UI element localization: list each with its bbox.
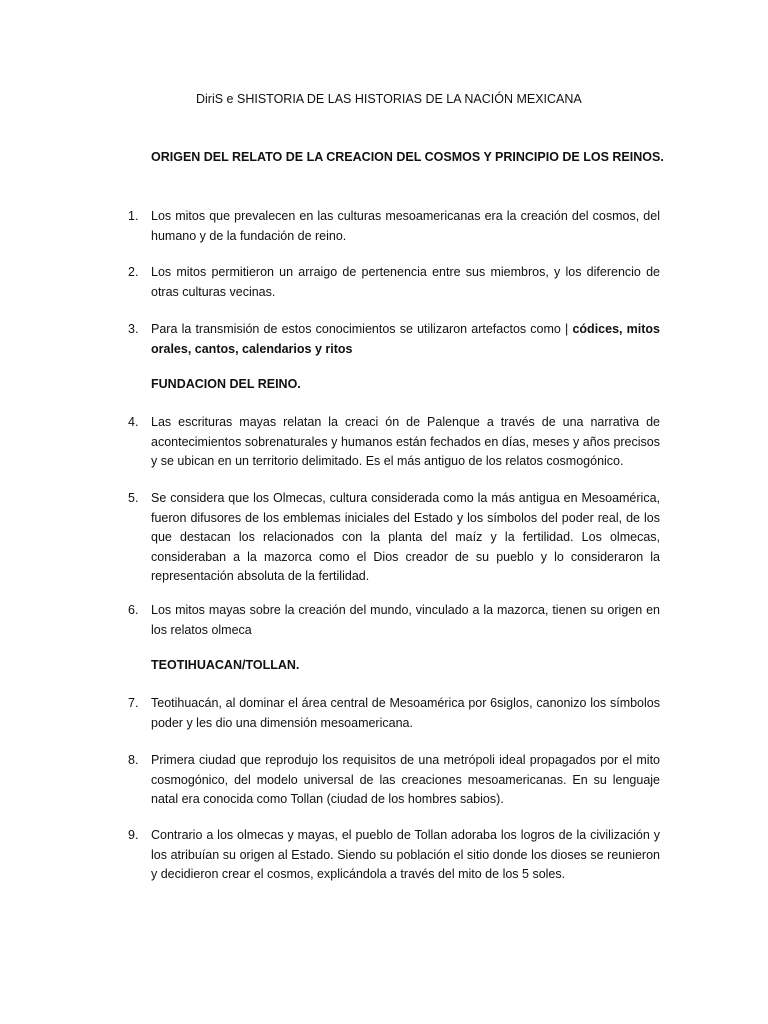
list-item-text: Teotihuacán, al dominar el área central de Mesoamérica por 6siglos, canonizo los símbolos poder y les dio una dimensión mesoamericana.	[151, 696, 660, 730]
section-heading-teotihuacan: TEOTIHUACAN/TOLLAN.	[151, 658, 300, 672]
list-item-number: 4.	[128, 415, 139, 429]
list-item	[128, 601, 660, 640]
list-item-text: Los mitos que prevalecen en las culturas mesoamericanas era la creación del cosmos, del humano y de la fundación de reino.	[151, 209, 660, 243]
document-subtitle: ORIGEN DEL RELATO DE LA CREACION DEL COSMOS Y PRINCIPIO DE LOS REINOS.	[151, 150, 664, 164]
list-item-text-bold: códices, mitos orales, cantos, calendarios y ritos	[151, 322, 660, 356]
list-item-text: Se considera que los Olmecas, cultura considerada como la más antigua en Mesoamérica, fueron difusores de los emblemas iniciales del Estado y los símbolos del poder real, de los que destacan los relacionados con la planta del maíz y la fertilidad. Los olmecas, consideraban a la mazorca como el Dios creador de su pueblo y lo consideraron la representación absoluta de la fertilidad.	[151, 491, 660, 583]
list-item-number: 1.	[128, 209, 139, 223]
list-item-text: Los mitos mayas sobre la creación del mundo, vinculado a la mazorca, tienen su origen en los relatos olmeca	[151, 603, 660, 637]
list-item-number: 6.	[128, 603, 139, 617]
list-item-text: Las escrituras mayas relatan la creaci ón de Palenque a través de una narrativa de acontecimientos sobrenaturales y humanos están fechados en días, meses y años precisos y se ubican en un territorio delimitado. Es el más antiguo de los relatos cosmogónico.	[151, 415, 660, 468]
list-item-number: 9.	[128, 828, 139, 842]
list-item-text: Los mitos permitieron un arraigo de pertenencia entre sus miembros, y los diferencio de otras culturas vecinas.	[151, 265, 660, 299]
section-heading-reino: FUNDACION DEL REINO.	[151, 377, 301, 391]
list-item-text: Contrario a los olmecas y mayas, el pueblo de Tollan adoraba los logros de la civilización y los atribuían su origen al Estado. Siendo su población el sitio donde los dioses se reunieron y decidieron crear el cosmos, explicándola a través del mito de los 5 soles.	[151, 828, 660, 881]
list-item-text	[151, 320, 660, 359]
list-item	[128, 413, 660, 472]
list-item	[128, 320, 660, 359]
list-item-number: 5.	[128, 491, 139, 505]
list-item-text: Primera ciudad que reprodujo los requisitos de una metrópoli ideal propagados por el mito cosmogónico, del modelo universal de las creaciones mesoamericanas. En su lenguaje natal era conocida como Tollan (ciudad de los hombres sabios).	[151, 753, 660, 806]
list-item	[128, 694, 660, 733]
document-title: DiriS e SHISTORIA DE LAS HISTORIAS DE LA NACIÓN MEXICANA	[196, 92, 582, 106]
list-item-text-regular: Para la transmisión de estos conocimientos se utilizaron artefactos como |	[151, 322, 569, 336]
list-item-number: 8.	[128, 753, 139, 767]
list-item	[128, 751, 660, 810]
list-item	[128, 826, 660, 885]
list-item	[128, 263, 660, 302]
list-item	[128, 207, 660, 246]
list-item-number: 7.	[128, 696, 139, 710]
list-item-number: 3.	[128, 322, 139, 336]
list-item	[128, 489, 660, 587]
list-item-number: 2.	[128, 265, 139, 279]
